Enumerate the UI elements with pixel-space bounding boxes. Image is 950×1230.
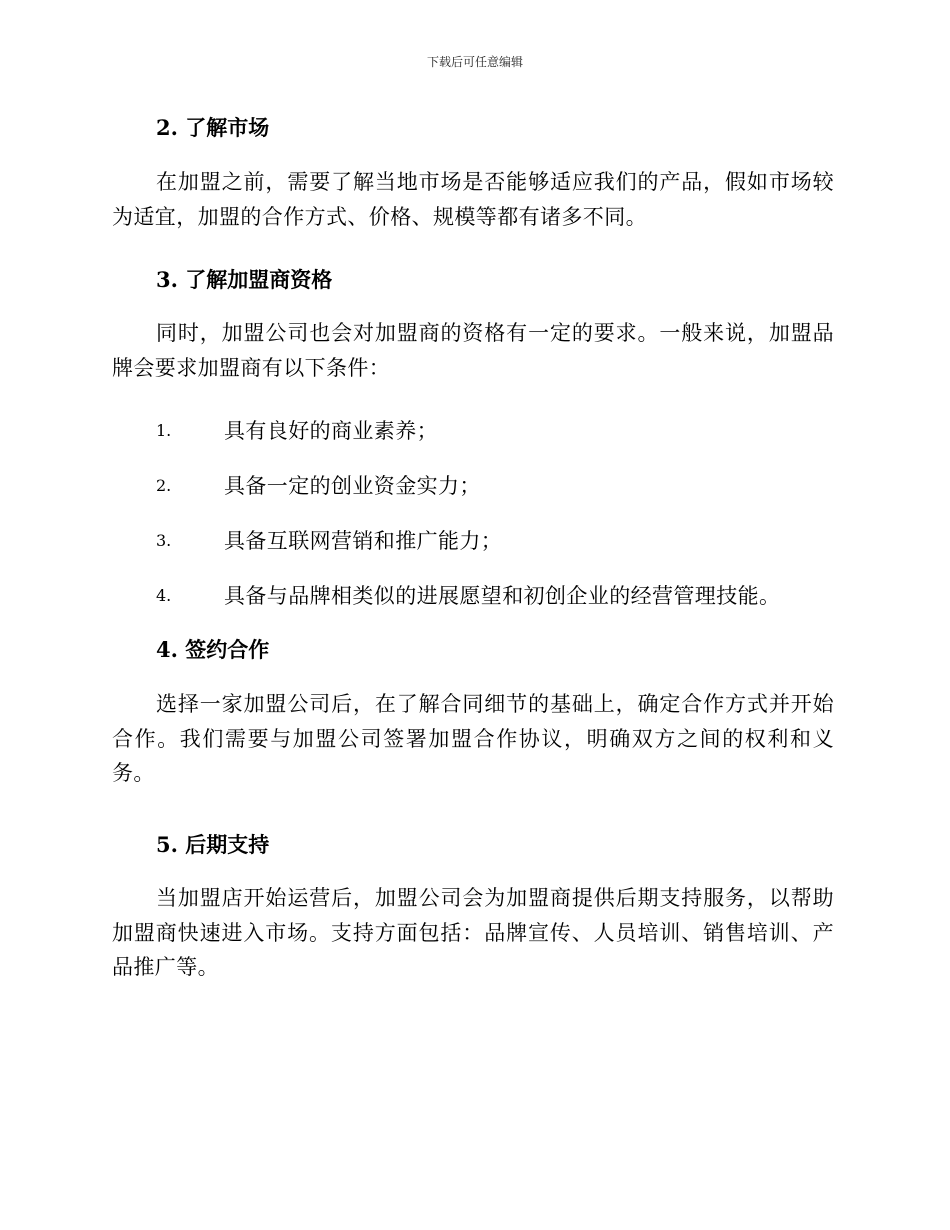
list-text: 具备互联网营销和推广能力； bbox=[224, 529, 503, 553]
list-item bbox=[156, 416, 438, 446]
list-item bbox=[156, 581, 780, 611]
section-paragraph-qualification bbox=[112, 316, 834, 385]
section-heading: 2. 了解市场 bbox=[156, 115, 270, 140]
section-heading-qualification bbox=[112, 265, 834, 295]
list-number: 1. bbox=[156, 421, 172, 440]
section-paragraph-support bbox=[112, 881, 834, 985]
section-paragraph-signing bbox=[112, 687, 834, 791]
section-heading-signing bbox=[112, 635, 834, 665]
list-number: 3. bbox=[156, 531, 172, 550]
section-heading: 3. 了解加盟商资格 bbox=[156, 267, 333, 292]
list-item bbox=[156, 471, 481, 501]
section-paragraph-market bbox=[112, 165, 834, 234]
list-text: 具备与品牌相类似的进展愿望和初创企业的经营管理技能。 bbox=[224, 584, 781, 608]
page-header: 下载后可任意编辑 bbox=[426, 55, 523, 69]
paragraph: 同时，加盟公司也会对加盟商的资格有一定的要求。一般来说，加盟品牌会要求加盟商有以下条件： bbox=[112, 321, 834, 380]
list-number: 2. bbox=[156, 476, 172, 495]
paragraph: 选择一家加盟公司后，在了解合同细节的基础上，确定合作方式并开始合作。我们需要与加盟公司签署加盟合作协议，明确双方之间的权利和义务。 bbox=[112, 692, 834, 785]
section-heading: 4. 签约合作 bbox=[156, 637, 270, 662]
section-heading-market bbox=[112, 113, 834, 143]
list-item bbox=[156, 526, 502, 556]
list-number: 4. bbox=[156, 586, 172, 605]
section-heading-support bbox=[112, 830, 834, 860]
paragraph: 当加盟店开始运营后，加盟公司会为加盟商提供后期支持服务，以帮助加盟商快速进入市场。支持方面包括：品牌宣传、人员培训、销售培训、产品推广等。 bbox=[112, 886, 834, 979]
list-text: 具有良好的商业素养； bbox=[224, 419, 438, 443]
paragraph: 在加盟之前，需要了解当地市场是否能够适应我们的产品，假如市场较为适宜，加盟的合作方式、价格、规模等都有诸多不同。 bbox=[112, 170, 834, 229]
list-text: 具备一定的创业资金实力； bbox=[224, 474, 481, 498]
section-heading: 5. 后期支持 bbox=[156, 832, 270, 857]
